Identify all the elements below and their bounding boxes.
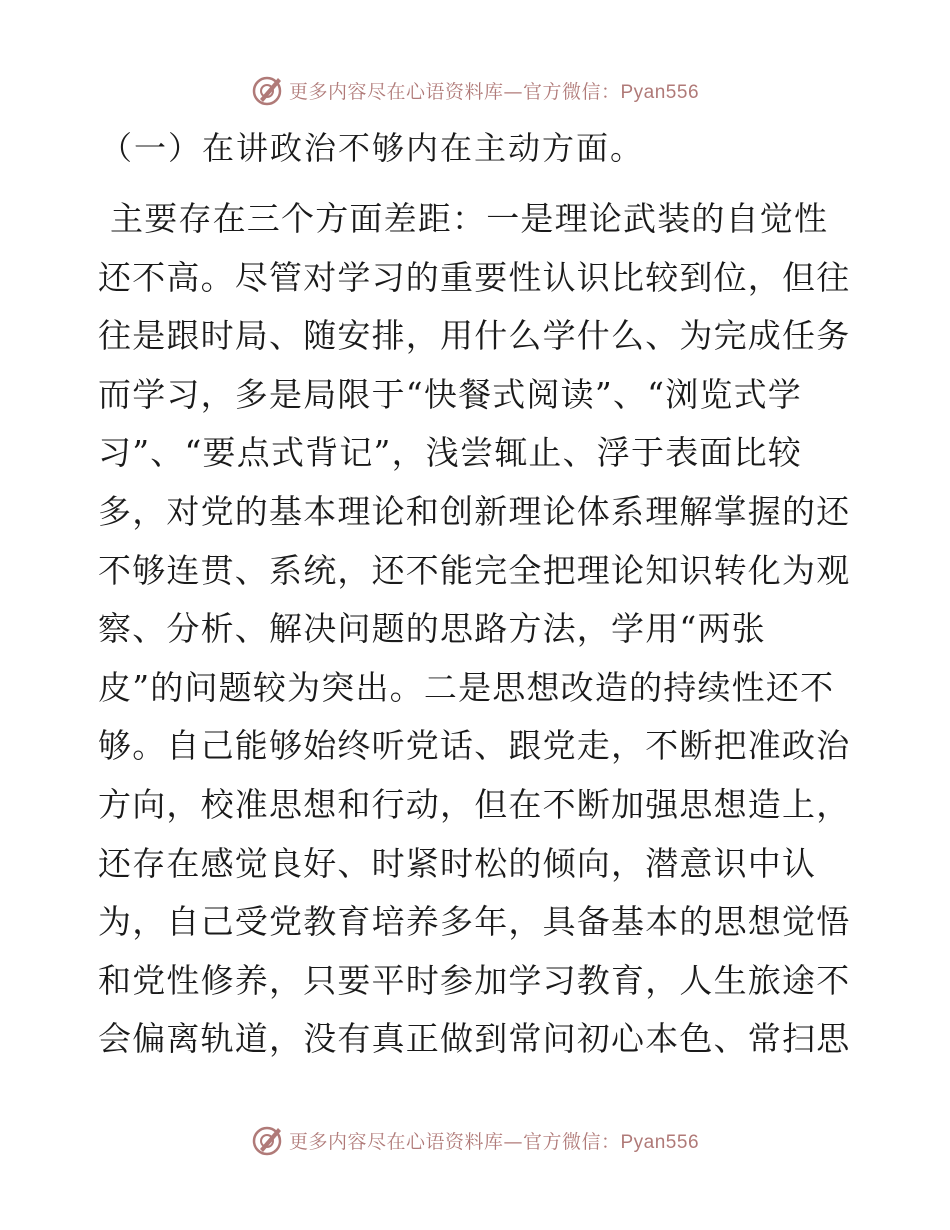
body-line: 方向，校准思想和行动，但在不断加强思想造上， [98, 784, 851, 824]
watermark-footer [0, 1120, 950, 1160]
pen-logo-icon [251, 1123, 285, 1157]
pen-logo-icon [251, 73, 285, 107]
body-line: 主要存在三个方面差距：一是理论武装的自觉性 [110, 199, 829, 238]
body-line: 还存在感觉良好、时紧时松的倾向，潜意识中认 [98, 843, 817, 883]
body-line: 不够连贯、系统，还不能完全把理论知识转化为观 [98, 550, 851, 590]
section-heading: （一）在讲政治不够内在主动方面。 [100, 129, 645, 167]
body-line: 够。自己能够始终听党话、跟党走，不断把准政治 [98, 726, 851, 766]
watermark-text: 更多内容尽在心语资料库—官方微信：Pyan556 [288, 80, 700, 103]
body-line: 习”、“要点式背记”，浅尝辄止、浮于表面比较 [98, 433, 803, 473]
body-line: 往是跟时局、随安排，用什么学什么、为完成任务 [98, 316, 851, 356]
body-line: 和党性修养，只要平时参加学习教育，人生旅途不 [98, 960, 851, 1000]
body-line: 还不高。尽管对学习的重要性认识比较到位，但往 [98, 257, 851, 297]
body-line: 察、分析、解决问题的思路方法，学用“两张 [98, 609, 766, 649]
body-line: 皮”的问题较为突出。二是思想改造的持续性还不 [98, 667, 835, 707]
body-line: 为，自己受党教育培养多年，具备基本的思想觉悟 [98, 902, 851, 942]
body-line: 多，对党的基本理论和创新理论体系理解掌握的还 [98, 491, 851, 531]
body-line: 会偏离轨道，没有真正做到常问初心本色、常扫思 [98, 1019, 851, 1059]
body-line: 而学习，多是局限于“快餐式阅读”、“浏览式学 [98, 374, 803, 414]
body-paragraph [98, 190, 858, 1069]
watermark-header [0, 70, 950, 110]
watermark-text: 更多内容尽在心语资料库—官方微信：Pyan556 [288, 1130, 700, 1153]
